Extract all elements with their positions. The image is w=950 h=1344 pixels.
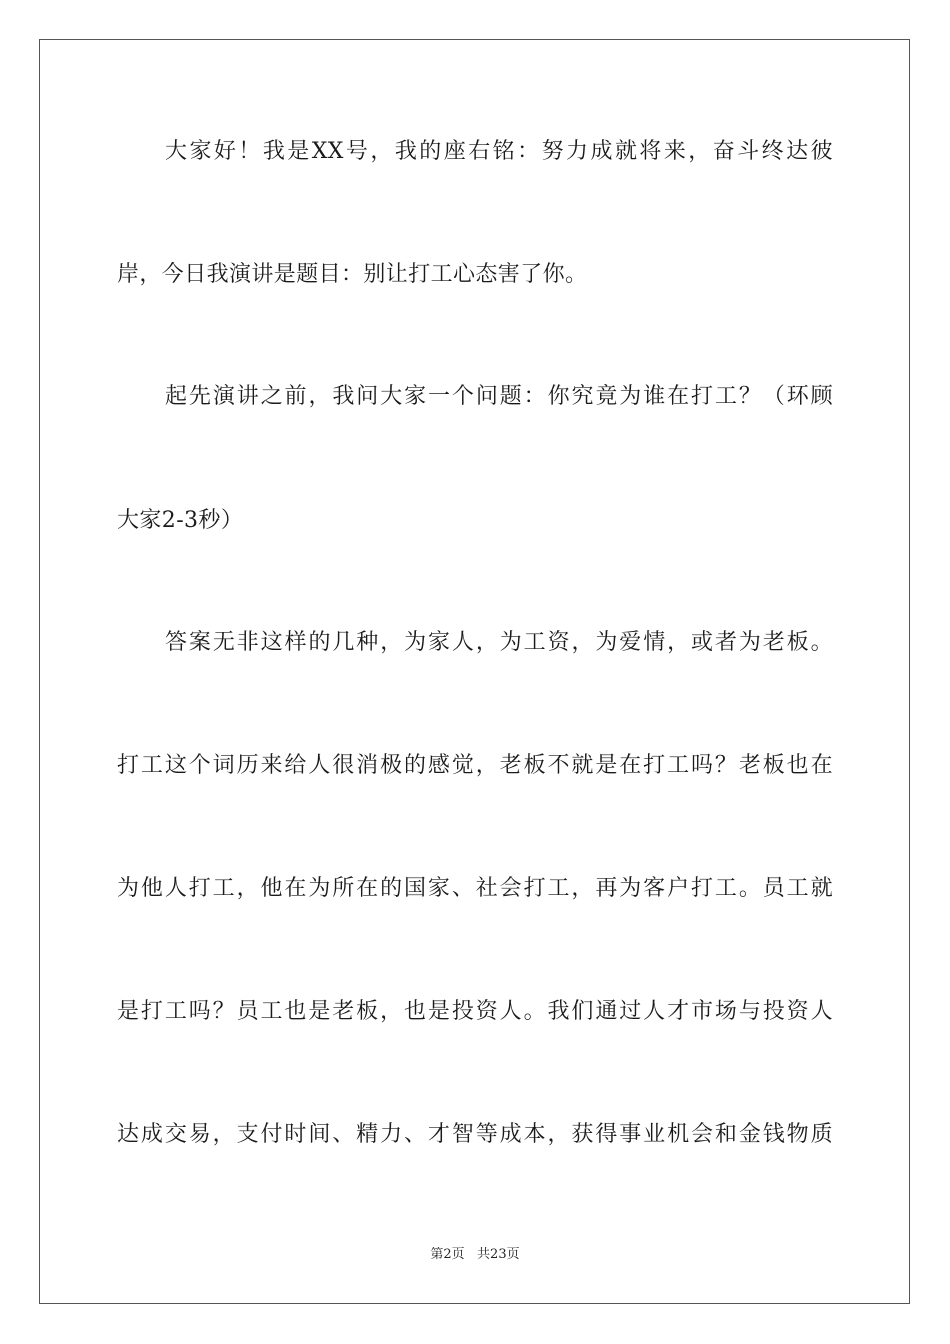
page-number-footer: 第2页 共23页 bbox=[430, 1247, 520, 1262]
paragraph-line: 大家2-3秒） bbox=[117, 508, 244, 533]
paragraph-line: 为他人打工，他在为所在的国家、社会打工，再为客户打工。员工就 bbox=[117, 876, 833, 901]
paragraph-line: 答案无非这样的几种，为家人，为工资，为爱情，或者为老板。 bbox=[165, 630, 833, 655]
paragraph-line: 大家好！我是XX号，我的座右铭：努力成就将来，奋斗终达彼 bbox=[165, 139, 833, 164]
page-frame bbox=[39, 39, 910, 1304]
paragraph-line: 达成交易，支付时间、精力、才智等成本，获得事业机会和金钱物质 bbox=[117, 1122, 833, 1147]
paragraph-line: 起先演讲之前，我问大家一个问题：你究竟为谁在打工？（环顾 bbox=[165, 384, 833, 409]
paragraph-line: 是打工吗？员工也是老板，也是投资人。我们通过人才市场与投资人 bbox=[117, 999, 833, 1024]
paragraph-line: 打工这个词历来给人很消极的感觉，老板不就是在打工吗？老板也在 bbox=[117, 753, 833, 778]
paragraph-line: 岸，今日我演讲是题目：别让打工心态害了你。 bbox=[117, 262, 588, 287]
